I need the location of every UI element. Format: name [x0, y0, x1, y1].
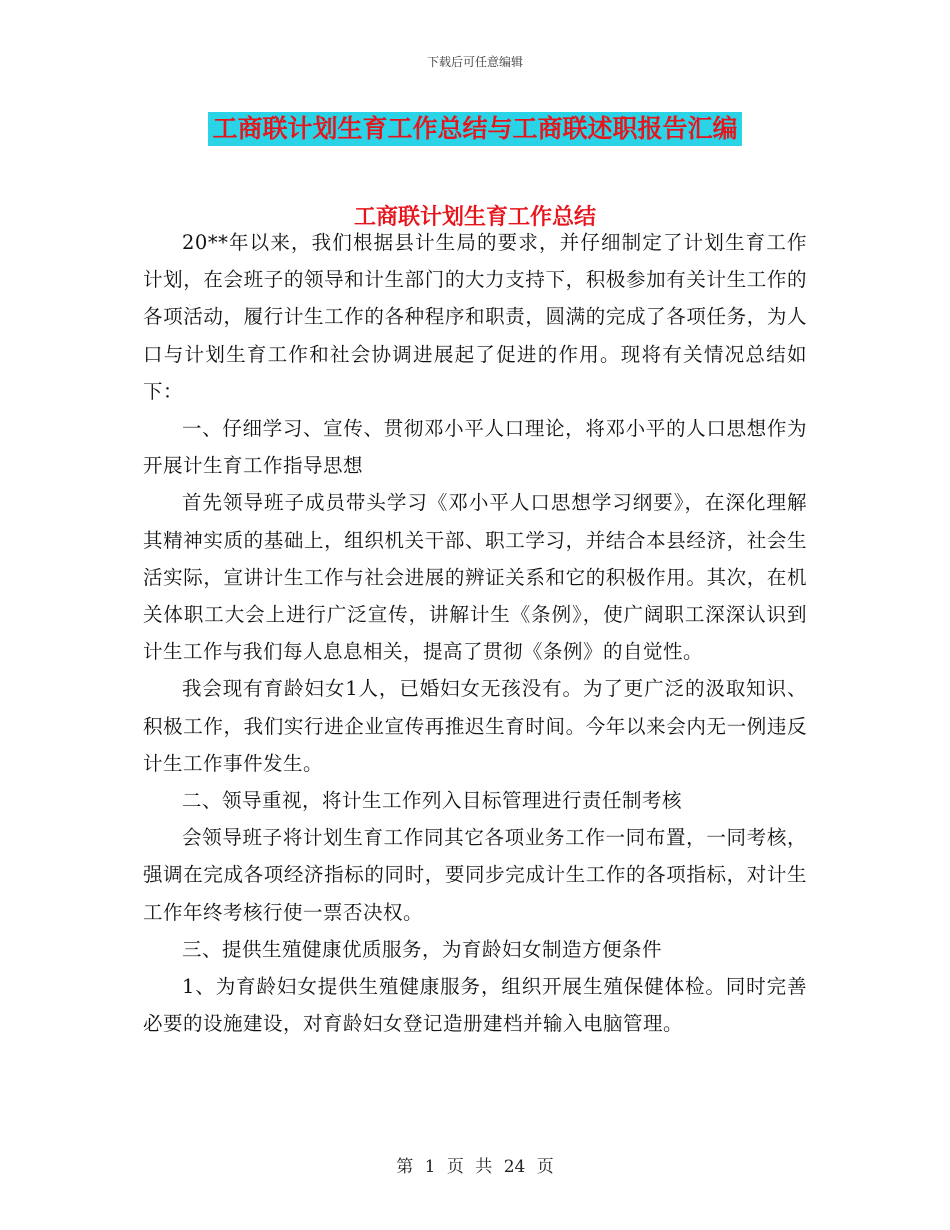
- header-note: 下载后可任意编辑: [426, 55, 523, 69]
- page-footer: 第 1 页 共 24 页: [396, 1157, 554, 1177]
- section-title: 工商联计划生育工作总结: [353, 205, 596, 230]
- main-title-wrap: [0, 112, 950, 146]
- document-body: [143, 224, 807, 1042]
- paragraph: 会领导班子将计划生育工作同其它各项业务工作一同布置，一同考核，强调在完成各项经济指标的同时，要同步完成计生工作的各项指标，对计生工作年终考核行使一票否决权。: [143, 826, 807, 924]
- paragraph: 三、提供生殖健康优质服务，为育龄妇女制造方便条件: [182, 937, 663, 961]
- paragraph: 首先领导班子成员带头学习《邓小平人口思想学习纲要》，在深化理解其精神实质的基础上，组织机关干部、职工学习，并结合本县经济，社会生活实际，宣讲计生工作与社会进展的辨证关系和它的积极作用。其次，在机关体职工大会上进行广泛宣传，讲解计生《条例》，使广阔职工深深认识到计生工作与我们每人息息相关，提高了贯彻《条例》的自觉性。: [143, 491, 807, 664]
- main-title: 工商联计划生育工作总结与工商联述职报告汇编: [208, 112, 741, 146]
- paragraph: 一、仔细学习、宣传、贯彻邓小平人口理论，将邓小平的人口思想作为开展计生育工作指导思想: [143, 417, 807, 478]
- paragraph: 20**年以来，我们根据县计生局的要求，并仔细制定了计划生育工作计划，在会班子的领导和计生部门的大力支持下，积极参加有关计生工作的各项活动，履行计生工作的各种程序和职责，圆满的完成了各项任务，为人口与计划生育工作和社会协调进展起了促进的作用。现将有关情况总结如下：: [143, 231, 807, 403]
- paragraph: 1、为育龄妇女提供生殖健康服务，组织开展生殖保健体检。同时完善必要的设施建设，对育龄妇女登记造册建档并输入电脑管理。: [143, 975, 807, 1036]
- paragraph: 二、领导重视，将计生工作列入目标管理进行责任制考核: [182, 789, 683, 813]
- paragraph: 我会现有育龄妇女1人，已婚妇女无孩没有。为了更广泛的汲取知识、积极工作，我们实行进企业宣传再推迟生育时间。今年以来会内无一例违反计生工作事件发生。: [143, 677, 807, 775]
